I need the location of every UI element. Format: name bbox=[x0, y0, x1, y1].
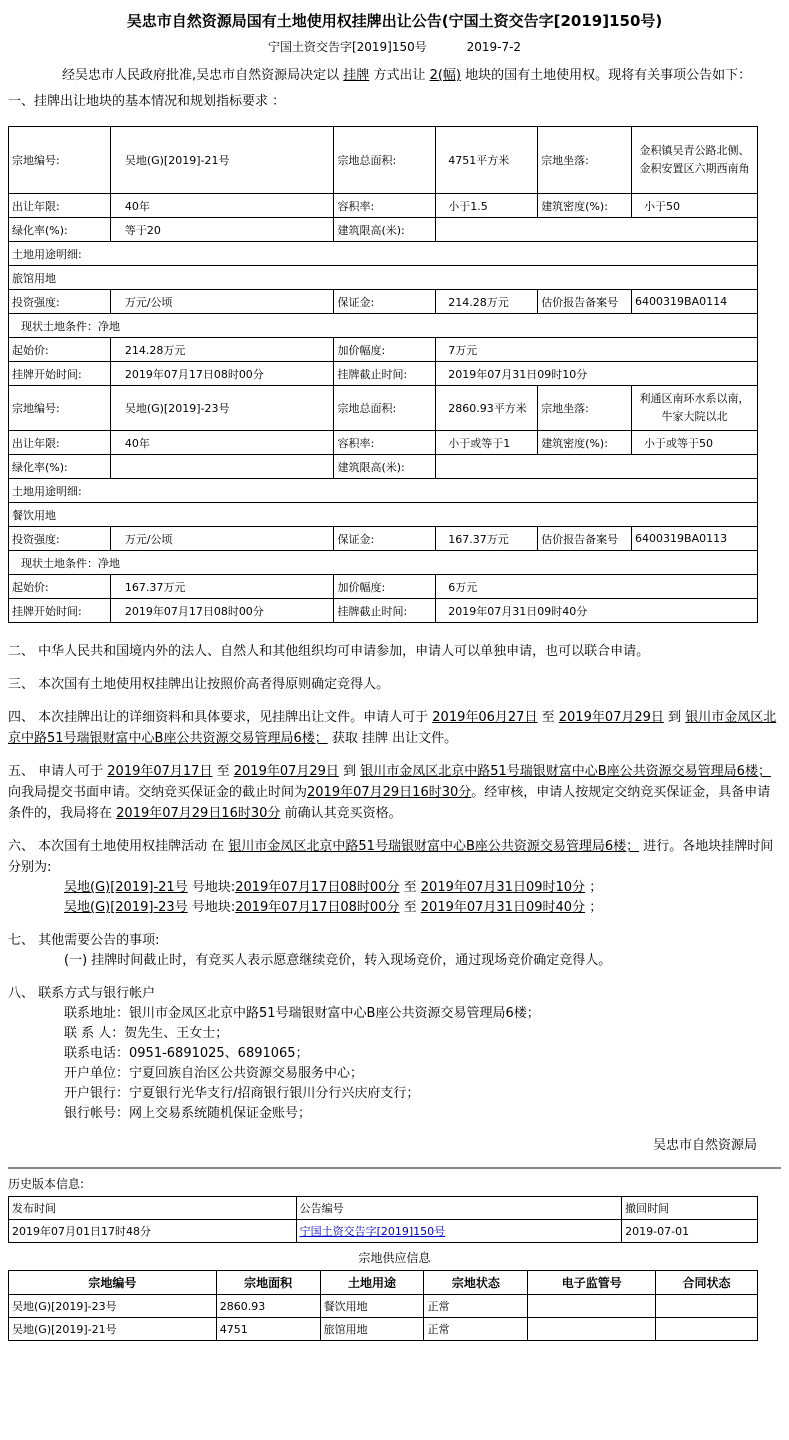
table-row bbox=[9, 551, 758, 575]
label-end-time: 挂牌截止时间: bbox=[334, 362, 436, 386]
table-row bbox=[9, 266, 758, 290]
history-header-time: 发布时间 bbox=[9, 1197, 297, 1220]
table-row bbox=[9, 455, 758, 479]
table-row bbox=[9, 479, 758, 503]
supply-cell bbox=[656, 1318, 758, 1341]
label-area: 宗地总面积: bbox=[334, 127, 436, 194]
supply-cell: 2860.93 bbox=[216, 1295, 320, 1318]
s6-item2-mid: 号地块: bbox=[191, 900, 236, 915]
supply-cell bbox=[656, 1295, 758, 1318]
land1-status-value: 净地 bbox=[98, 319, 120, 333]
table-row bbox=[9, 575, 758, 599]
history-publish-time: 2019年07月01日17时48分 bbox=[9, 1220, 297, 1243]
label-location: 宗地坐落: bbox=[538, 127, 632, 194]
section-6 bbox=[8, 836, 781, 878]
land2-start-time: 2019年07月17日08时00分 bbox=[110, 599, 334, 623]
signature: 吴忠市自然资源局 bbox=[652, 1138, 757, 1153]
s6-item2-code: 吴地(G)[2019]-23号 bbox=[64, 900, 188, 915]
s5-text-e: 前确认其竞买资格。 bbox=[284, 806, 402, 821]
label-height: 建筑限高(米): bbox=[334, 455, 436, 479]
s6-item1-start: 2019年07月17日08时00分 bbox=[235, 880, 400, 895]
label-use-detail: 土地用途明细: bbox=[9, 242, 758, 266]
land1-green: 等于20 bbox=[110, 218, 334, 242]
section-3: 三、 本次国有土地使用权挂牌出让按照价高者得原则确定竞得人。 bbox=[8, 677, 390, 692]
s7-item: (一) 挂牌时间截止时，有竞买人表示愿意继续竞价，转入现场竞价，通过现场竞价确定竞得人。 bbox=[64, 953, 612, 968]
land2-eval-no: 6400319BA0113 bbox=[632, 527, 758, 551]
land1-height bbox=[436, 218, 758, 242]
label-green: 绿化率(%): bbox=[9, 455, 111, 479]
land2-increment: 6万元 bbox=[436, 575, 758, 599]
supply-table bbox=[8, 1270, 758, 1341]
land2-status bbox=[9, 551, 758, 575]
supply-header-area: 宗地面积 bbox=[216, 1271, 320, 1295]
table-row bbox=[9, 218, 758, 242]
label-invest: 投资强度: bbox=[9, 527, 111, 551]
s4-to: 至 bbox=[541, 710, 555, 725]
s6-item1-code: 吴地(G)[2019]-21号 bbox=[64, 880, 188, 895]
history-label: 历史版本信息: bbox=[8, 1177, 85, 1191]
land2-height bbox=[436, 455, 758, 479]
list-item bbox=[64, 878, 789, 898]
table-header-row bbox=[9, 1271, 758, 1295]
supply-cell: 旅馆用地 bbox=[320, 1318, 424, 1341]
s5-date-1: 2019年07月17日 bbox=[107, 764, 213, 779]
label-density: 建筑密度(%): bbox=[538, 431, 632, 455]
s4-place: 银川市金凤区北京中路51号瑞银财富中心B座公共资源交易管理局6楼； bbox=[8, 710, 777, 746]
s6-items bbox=[64, 878, 789, 918]
doc-number: 宁国土资交告字[2019]150号 bbox=[267, 40, 427, 54]
s6-item2-to: 至 bbox=[403, 900, 417, 915]
table-row bbox=[9, 290, 758, 314]
land1-start-price: 214.28万元 bbox=[110, 338, 334, 362]
account-bank: 开户银行：宁夏银行光华支行/招商银行银川分行兴庆府支行； bbox=[64, 1086, 420, 1101]
doc-date: 2019-7-2 bbox=[466, 40, 522, 54]
table-row bbox=[9, 1295, 758, 1318]
land2-far: 小于或等于1 bbox=[436, 431, 538, 455]
label-increment: 加价幅度: bbox=[334, 338, 436, 362]
s6-item2-end: 2019年07月31日09时40分 bbox=[420, 900, 586, 915]
supply-cell: 正常 bbox=[424, 1295, 528, 1318]
land1-term: 40年 bbox=[110, 194, 334, 218]
land2-start-price: 167.37万元 bbox=[110, 575, 334, 599]
account-unit: 开户单位：宁夏回族自治区公共资源交易服务中心； bbox=[64, 1066, 364, 1081]
s6-item1-mid: 号地块: bbox=[191, 880, 236, 895]
divider bbox=[8, 1167, 781, 1169]
table-row bbox=[9, 1318, 758, 1341]
s5-date-3: 2019年07月29日16时30分 bbox=[307, 785, 472, 800]
land1-start-time: 2019年07月17日08时00分 bbox=[110, 362, 334, 386]
land1-code: 吴地(G)[2019]-21号 bbox=[110, 127, 334, 194]
land1-area: 4751平方米 bbox=[436, 127, 538, 194]
s4-at: 到 bbox=[668, 710, 682, 725]
contact-phone: 联系电话：0951-6891025、6891065； bbox=[64, 1046, 309, 1061]
section-5 bbox=[8, 761, 781, 824]
intro-paragraph bbox=[8, 66, 781, 86]
s4-date-2: 2019年07月29日 bbox=[558, 710, 664, 725]
section-8: 八、 联系方式与银行帐户 bbox=[8, 986, 156, 1001]
supply-cell bbox=[528, 1295, 656, 1318]
table-row bbox=[9, 503, 758, 527]
label-term: 出让年限: bbox=[9, 431, 111, 455]
label-height: 建筑限高(米): bbox=[334, 218, 436, 242]
land2-area: 2860.93平方米 bbox=[436, 386, 538, 431]
intro-text-c: 地块的国有土地使用权。现将有关事项公告如下： bbox=[465, 68, 752, 83]
table-header-row bbox=[9, 1197, 758, 1220]
label-term: 出让年限: bbox=[9, 194, 111, 218]
table-row bbox=[9, 431, 758, 455]
s5-to: 至 bbox=[216, 764, 230, 779]
s6-item1-to: 至 bbox=[403, 880, 417, 895]
history-withdraw-time: 2019-07-01 bbox=[622, 1220, 758, 1243]
land2-code: 吴地(G)[2019]-23号 bbox=[110, 386, 334, 431]
table-row bbox=[9, 527, 758, 551]
label-increment: 加价幅度: bbox=[334, 575, 436, 599]
label-deposit: 保证金: bbox=[334, 527, 436, 551]
supply-header-code: 宗地编号 bbox=[9, 1271, 217, 1295]
s5-text-c: 。经审核，申请人按规定交纳竞买保证金，具备申请条件的，我局将在 bbox=[8, 785, 771, 821]
section1-heading: 一、挂牌出让地块的基本情况和规划指标要求 ： bbox=[8, 94, 286, 109]
s6-item1-end: 2019年07月31日09时10分 bbox=[420, 880, 586, 895]
table-row bbox=[9, 338, 758, 362]
s5-at: 到 bbox=[343, 764, 357, 779]
land1-deposit: 214.28万元 bbox=[436, 290, 538, 314]
land2-status-value: 净地 bbox=[98, 556, 120, 570]
history-notice-link-cell bbox=[296, 1220, 622, 1243]
label-start-time: 挂牌开始时间: bbox=[9, 362, 111, 386]
supply-label: 宗地供应信息 bbox=[358, 1251, 431, 1265]
land2-end-time: 2019年07月31日09时40分 bbox=[436, 599, 758, 623]
label-area: 宗地总面积: bbox=[334, 386, 436, 431]
contact-address: 联系地址：银川市金凤区北京中路51号瑞银财富中心B座公共资源交易管理局6楼； bbox=[64, 1006, 540, 1021]
label-density: 建筑密度(%): bbox=[538, 194, 632, 218]
land-table bbox=[8, 126, 758, 623]
supply-cell: 正常 bbox=[424, 1318, 528, 1341]
s6-item2-tail: ； bbox=[589, 900, 603, 915]
label-far: 容积率: bbox=[334, 431, 436, 455]
table-row bbox=[9, 194, 758, 218]
table-row bbox=[9, 127, 758, 194]
supply-cell: 4751 bbox=[216, 1318, 320, 1341]
land1-density: 小于50 bbox=[632, 194, 758, 218]
land2-density: 小于或等于50 bbox=[632, 431, 758, 455]
contact-list bbox=[64, 1004, 789, 1124]
label-location: 宗地坐落: bbox=[538, 386, 632, 431]
table-row bbox=[9, 599, 758, 623]
label-green: 绿化率(%): bbox=[9, 218, 111, 242]
history-table bbox=[8, 1196, 758, 1243]
label-end-time: 挂牌截止时间: bbox=[334, 599, 436, 623]
supply-cell: 吴地(G)[2019]-23号 bbox=[9, 1295, 217, 1318]
table-row bbox=[9, 386, 758, 431]
account-number: 银行帐号：网上交易系统随机保证金账号； bbox=[64, 1106, 312, 1121]
supply-header-monitor: 电子监管号 bbox=[528, 1271, 656, 1295]
s6-place: 银川市金凤区北京中路51号瑞银财富中心B座公共资源交易管理局6楼； bbox=[228, 839, 640, 854]
s5-date-4: 2019年07月29日16时30分 bbox=[116, 806, 281, 821]
history-header-no: 公告编号 bbox=[296, 1197, 622, 1220]
land1-increment: 7万元 bbox=[436, 338, 758, 362]
land2-use: 餐饮用地 bbox=[9, 503, 758, 527]
label-code: 宗地编号: bbox=[9, 386, 111, 431]
supply-header-contract: 合同状态 bbox=[656, 1271, 758, 1295]
label-use-detail: 土地用途明细: bbox=[9, 479, 758, 503]
label-eval: 估价报告备案号 bbox=[538, 527, 632, 551]
s5-text-b: 向我局提交书面申请。交纳竞买保证金的截止时间为 bbox=[8, 785, 308, 800]
label-start-time: 挂牌开始时间: bbox=[9, 599, 111, 623]
table-row bbox=[9, 314, 758, 338]
land1-far: 小于1.5 bbox=[436, 194, 538, 218]
section-2: 二、 中华人民共和国境内外的法人、自然人和其他组织均可申请参加，申请人可以单独申请，也可以联合申请。 bbox=[8, 644, 650, 659]
notice-title: 吴忠市自然资源局国有土地使用权挂牌出让公告(宁国土资交告字[2019]150号) bbox=[126, 12, 663, 30]
label-status: 现状土地条件： bbox=[21, 319, 98, 333]
s5-text-a: 五、 申请人可于 bbox=[8, 764, 104, 779]
land1-end-time: 2019年07月31日09时10分 bbox=[436, 362, 758, 386]
doc-meta bbox=[0, 38, 789, 56]
label-invest: 投资强度: bbox=[9, 290, 111, 314]
s6-item2-start: 2019年07月17日08时00分 bbox=[235, 900, 400, 915]
land1-invest-unit: 万元/公顷 bbox=[110, 290, 334, 314]
section-7: 七、 其他需要公告的事项: bbox=[8, 933, 160, 948]
s6-item1-tail: ； bbox=[589, 880, 603, 895]
supply-header-use: 土地用途 bbox=[320, 1271, 424, 1295]
land2-invest-unit: 万元/公顷 bbox=[110, 527, 334, 551]
table-row bbox=[9, 242, 758, 266]
table-row bbox=[9, 1220, 758, 1243]
label-start-price: 起始价: bbox=[9, 338, 111, 362]
label-start-price: 起始价: bbox=[9, 575, 111, 599]
label-far: 容积率: bbox=[334, 194, 436, 218]
land1-status bbox=[9, 314, 758, 338]
contact-person: 联 系 人：贺先生、王女士； bbox=[64, 1026, 229, 1041]
label-deposit: 保证金: bbox=[334, 290, 436, 314]
s4-date-1: 2019年06月27日 bbox=[432, 710, 538, 725]
s4-text-b: 获取 挂牌 出让文件。 bbox=[331, 731, 458, 746]
s6-text-a: 六、 本次国有土地使用权挂牌活动 在 bbox=[8, 839, 225, 854]
s6-text-b: 进行。各地块挂牌时间分别为: bbox=[8, 839, 774, 875]
land1-eval-no: 6400319BA0114 bbox=[632, 290, 758, 314]
supply-cell: 餐饮用地 bbox=[320, 1295, 424, 1318]
land2-term: 40年 bbox=[110, 431, 334, 455]
supply-header-status: 宗地状态 bbox=[424, 1271, 528, 1295]
intro-count: 2(幅) bbox=[429, 68, 462, 83]
supply-cell: 吴地(G)[2019]-21号 bbox=[9, 1318, 217, 1341]
s5-place: 银川市金凤区北京中路51号瑞银财富中心B座公共资源交易管理局6楼； bbox=[360, 764, 771, 779]
land2-green bbox=[110, 455, 334, 479]
s5-date-2: 2019年07月29日 bbox=[233, 764, 339, 779]
intro-method: 挂牌 bbox=[343, 68, 370, 83]
land2-location: 利通区南环水系以南，牛家大院以北 bbox=[632, 386, 758, 431]
history-notice-link[interactable]: 宁国土资交告字[2019]150号 bbox=[299, 1225, 446, 1238]
intro-text-b: 方式出让 bbox=[373, 68, 426, 83]
label-eval: 估价报告备案号 bbox=[538, 290, 632, 314]
land1-use: 旅馆用地 bbox=[9, 266, 758, 290]
label-status: 现状土地条件： bbox=[21, 556, 98, 570]
intro-text-a: 经吴忠市人民政府批准,吴忠市自然资源局决定以 bbox=[62, 68, 340, 83]
land2-deposit: 167.37万元 bbox=[436, 527, 538, 551]
history-header-withdraw: 撤回时间 bbox=[622, 1197, 758, 1220]
list-item bbox=[64, 898, 789, 918]
s4-text-a: 四、 本次挂牌出让的详细资料和具体要求，见挂牌出让文件。申请人可于 bbox=[8, 710, 429, 725]
supply-cell bbox=[528, 1318, 656, 1341]
section-4 bbox=[8, 707, 781, 749]
land1-location: 金积镇吴青公路北侧、金积安置区六期西南角 bbox=[632, 127, 758, 194]
table-row bbox=[9, 362, 758, 386]
label-code: 宗地编号: bbox=[9, 127, 111, 194]
